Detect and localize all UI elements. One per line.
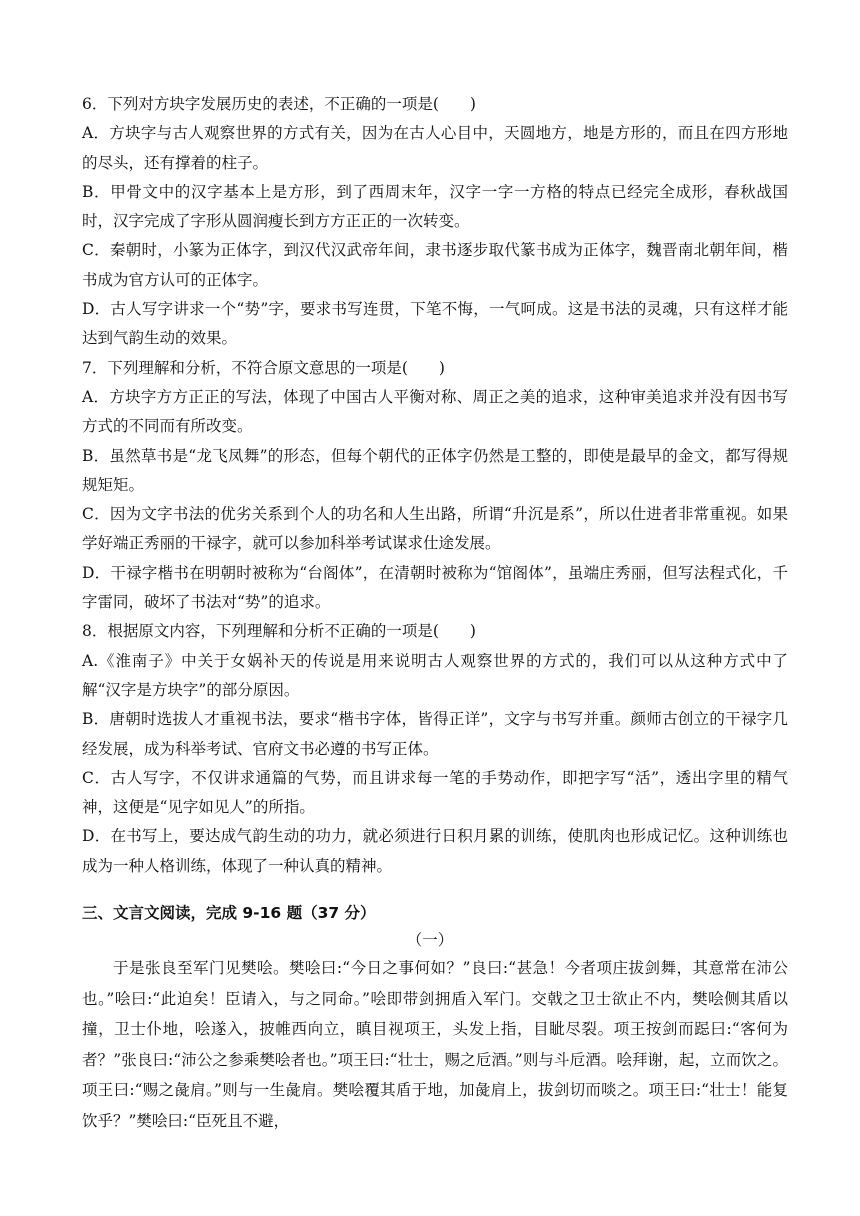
section-title: 三、文言文阅读，完成 9-16 题（37 分） — [82, 904, 376, 922]
question-7-option-d: D．干禄字楷书在明朝时被称为“台阁体”，在清朝时被称为“馆阁体”，虽端庄秀丽，但写法程式化，千字雷同，破坏了书法对“势”的追求。 — [82, 563, 788, 612]
question-6-option-d: D．古人写字讲求一个“势”字，要求书写连贯，下笔不悔，一气呵成。这是书法的灵魂，只有这样才能达到气韵生动的效果。 — [82, 300, 788, 348]
question-8-option-c: C．古人写字，不仅讲求通篇的气势，而且讲求每一笔的手势动作，即把字写“活”，透出字里的精气神，这便是“见字如见人”的所指。 — [82, 768, 788, 817]
question-6-option-b: B．甲骨文中的汉字基本上是方形，到了西周末年，汉字一字一方格的特点已经完全成形，春秋战国时，汉字完成了字形从圆润瘦长到方方正正的一次转变。 — [82, 182, 788, 231]
question-8-option-a: A.《淮南子》中关于女娲补天的传说是用来说明古人观察世界的方式的，我们可以从这种方式中了解“汉字是方块字”的部分原因。 — [82, 651, 788, 699]
question-8-option-d: D．在书写上，要达成气韵生动的功力，就必须进行日积月累的训练，使肌肉也形成记忆。这种训练也成为一种人格训练，体现了一种认真的精神。 — [82, 827, 788, 875]
question-6-stem: 6．下列对方块字发展历史的表述，不正确的一项是( ) — [82, 95, 476, 113]
question-6-option-c: C．秦朝时，小篆为正体字，到汉代汉武帝年间，隶书逐步取代篆书成为正体字，魏晋南北朝年间，楷书成为官方认可的正体字。 — [82, 241, 788, 289]
question-8-stem: 8．根据原文内容，下列理解和分析不正确的一项是( ) — [82, 622, 476, 641]
question-7-option-b: B．虽然草书是“龙飞凤舞”的形态，但每个朝代的正体字仍然是工整的，即使是最早的金文，都写得规规矩矩。 — [82, 446, 788, 494]
passage-subheading: （一） — [406, 931, 454, 949]
question-8-option-b: B．唐朝时选拔人才重视书法，要求“楷书字体，皆得正详”，文字与书写并重。颜师古创立的干禄字几经发展，成为科举考试、官府文书必遵的书写正体。 — [82, 710, 788, 758]
question-7-option-c: C．因为文字书法的优劣关系到个人的功名和人生出路，所谓“升沉是系”，所以仕进者非常重视。如果学好端正秀丽的干禄字，就可以参加科举考试谋求仕途发展。 — [82, 505, 788, 553]
question-6-option-a: A．方块字与古人观察世界的方式有关，因为在古人心目中，天圆地方，地是方形的，而且在四方形地的尽头，还有撑着的柱子。 — [82, 124, 788, 172]
question-block — [82, 90, 788, 881]
question-7-stem: 7．下列理解和分析，不符合原文意思的一项是( ) — [82, 358, 445, 377]
passage-paragraph: 于是张良至军门见樊哙。樊哙曰:“今日之事何如？”良曰:“甚急！今者项庄拔剑舞，其意常在沛公也。”哙曰:“此迫矣！臣请入，与之同命。”哙即带剑拥盾入军门。交戟之卫士欲止不内，樊哙侧其盾以撞，卫士仆地，哙遂入，披帷西向立，瞋目视项王，头发上指，目眦尽裂。项王按剑而跽曰:“客何为者？”张良曰:“沛公之参乘樊哙者也。”项王曰:“壮士，赐之卮酒。”则与斗卮酒。哙拜谢，起，立而饮之。项王曰:“赐之彘肩。”则与一生彘肩。樊哙覆其盾于地，加彘肩上，拔剑切而啖之。项王曰:“壮士！能复饮乎？”樊哙曰:“臣死且不避， — [82, 959, 788, 1130]
question-7-option-a: A．方块字方方正正的写法，体现了中国古人平衡对称、周正之美的追求，这种审美追求并没有因书写方式的不同而有所改变。 — [82, 387, 788, 436]
classical-passage — [82, 953, 788, 1136]
